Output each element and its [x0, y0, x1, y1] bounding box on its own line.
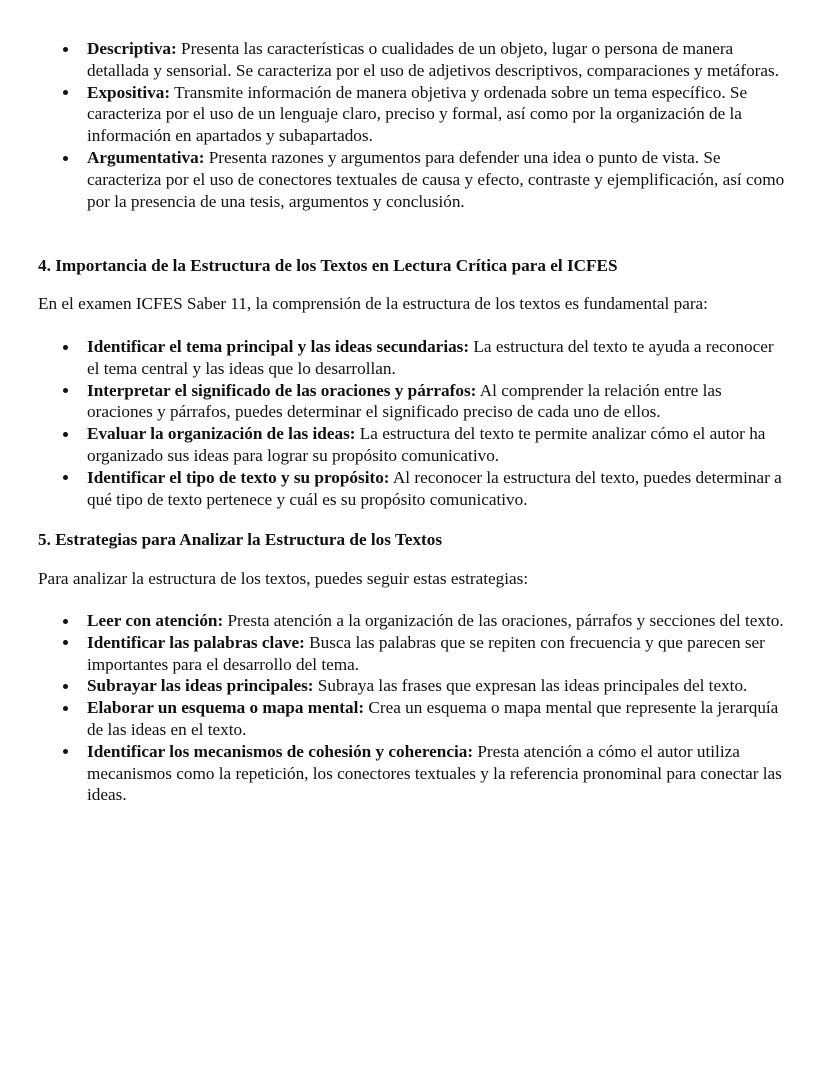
item-term: Interpretar el significado de las oraciones y párrafos:: [87, 380, 477, 400]
list-item: [0, 147, 828, 212]
bullet-icon: [60, 147, 70, 169]
item-text: Al reconocer la estructura del texto, puedes determinar a qué tipo de texto pertenece y cuál es su propósito comunicativo.: [87, 467, 782, 509]
section-5-heading: 5. Estrategias para Analizar la Estructura de los Textos: [38, 530, 443, 549]
list-item: [0, 38, 828, 82]
item-text: Presenta las características o cualidades de un objeto, lugar o persona de manera detallada y sensorial. Se caracteriza por el uso de adjetivos descriptivos, comparaciones y metáforas.: [87, 39, 780, 80]
item-term: Identificar los mecanismos de cohesión y coherencia:: [87, 741, 474, 761]
item-term: Leer con atención:: [87, 611, 224, 630]
list-item: [0, 675, 828, 697]
item-term: Expositiva:: [87, 82, 171, 102]
item-text: Subraya las frases que expresan las ideas principales del texto.: [313, 676, 748, 696]
bullet-icon: [60, 38, 70, 60]
bullet-icon: [60, 467, 70, 489]
bullet-icon: [60, 423, 70, 445]
item-term: Descriptiva:: [87, 39, 177, 58]
item-text: Busca las palabras que se repiten con frecuencia y que parecen ser importantes para el desarrollo del tema.: [87, 632, 765, 674]
bullet-icon: [60, 336, 70, 358]
item-text: La estructura del texto te ayuda a reconocer el tema central y las ideas que lo desarrollan.: [87, 337, 774, 378]
item-term: Identificar las palabras clave:: [87, 632, 305, 652]
list-item: [0, 82, 828, 147]
list-item: [0, 610, 828, 632]
list-item: [0, 336, 828, 380]
item-text: Transmite información de manera objetiva y ordenada sobre un tema específico. Se caracteriza por el uso de un lenguaje claro, preciso y formal, así como por la organización de la información en apartados y subapartados.: [87, 82, 748, 146]
list-item: [0, 632, 828, 676]
item-term: Elaborar un esquema o mapa mental:: [87, 698, 365, 718]
bullet-icon: [60, 82, 70, 104]
section-4-list: [0, 336, 828, 510]
list-item: [0, 423, 828, 467]
section-4-intro: En el examen ICFES Saber 11, la comprensión de la estructura de los textos es fundamental para:: [38, 294, 708, 313]
bullet-icon: [60, 380, 70, 402]
bullet-icon: [60, 675, 70, 697]
item-text: Al comprender la relación entre las oraciones y párrafos, puedes determinar el significado preciso de cada uno de ellos.: [87, 380, 722, 422]
list-item: [0, 741, 828, 806]
item-term: Identificar el tema principal y las ideas secundarias:: [87, 337, 470, 356]
bullet-icon: [60, 610, 70, 632]
section-5-list: [0, 610, 828, 806]
item-text: Presta atención a la organización de las oraciones, párrafos y secciones del texto.: [223, 611, 784, 630]
item-text: Presenta razones y argumentos para defender una idea o punto de vista. Se caracteriza por el uso de conectores textuales de causa y efecto, contraste y ejemplificación, así como por la presencia de una tesis, argumentos y conclusión.: [87, 147, 785, 211]
bullet-icon: [60, 632, 70, 654]
item-term: Argumentativa:: [87, 147, 205, 167]
list-item: [0, 697, 828, 741]
section-4-heading: 4. Importancia de la Estructura de los Textos en Lectura Crítica para el ICFES: [38, 256, 618, 275]
bullet-icon: [60, 697, 70, 719]
item-text: Presta atención a cómo el autor utiliza mecanismos como la repetición, los conectores textuales y la referencia pronominal para conectar las ideas.: [87, 741, 782, 805]
section-5-intro: Para analizar la estructura de los textos, puedes seguir estas estrategias:: [38, 569, 529, 588]
list-item: [0, 380, 828, 424]
item-text: La estructura del texto te permite analizar cómo el autor ha organizado sus ideas para lograr su propósito comunicativo.: [87, 424, 766, 465]
bullet-icon: [60, 741, 70, 763]
item-term: Subrayar las ideas principales:: [87, 676, 314, 696]
list-item: [0, 467, 828, 511]
item-term: Identificar el tipo de texto y su propósito:: [87, 467, 390, 487]
item-text: Crea un esquema o mapa mental que represente la jerarquía de las ideas en el texto.: [87, 698, 779, 739]
item-term: Evaluar la organización de las ideas:: [87, 424, 356, 444]
text-types-list: [0, 38, 828, 212]
